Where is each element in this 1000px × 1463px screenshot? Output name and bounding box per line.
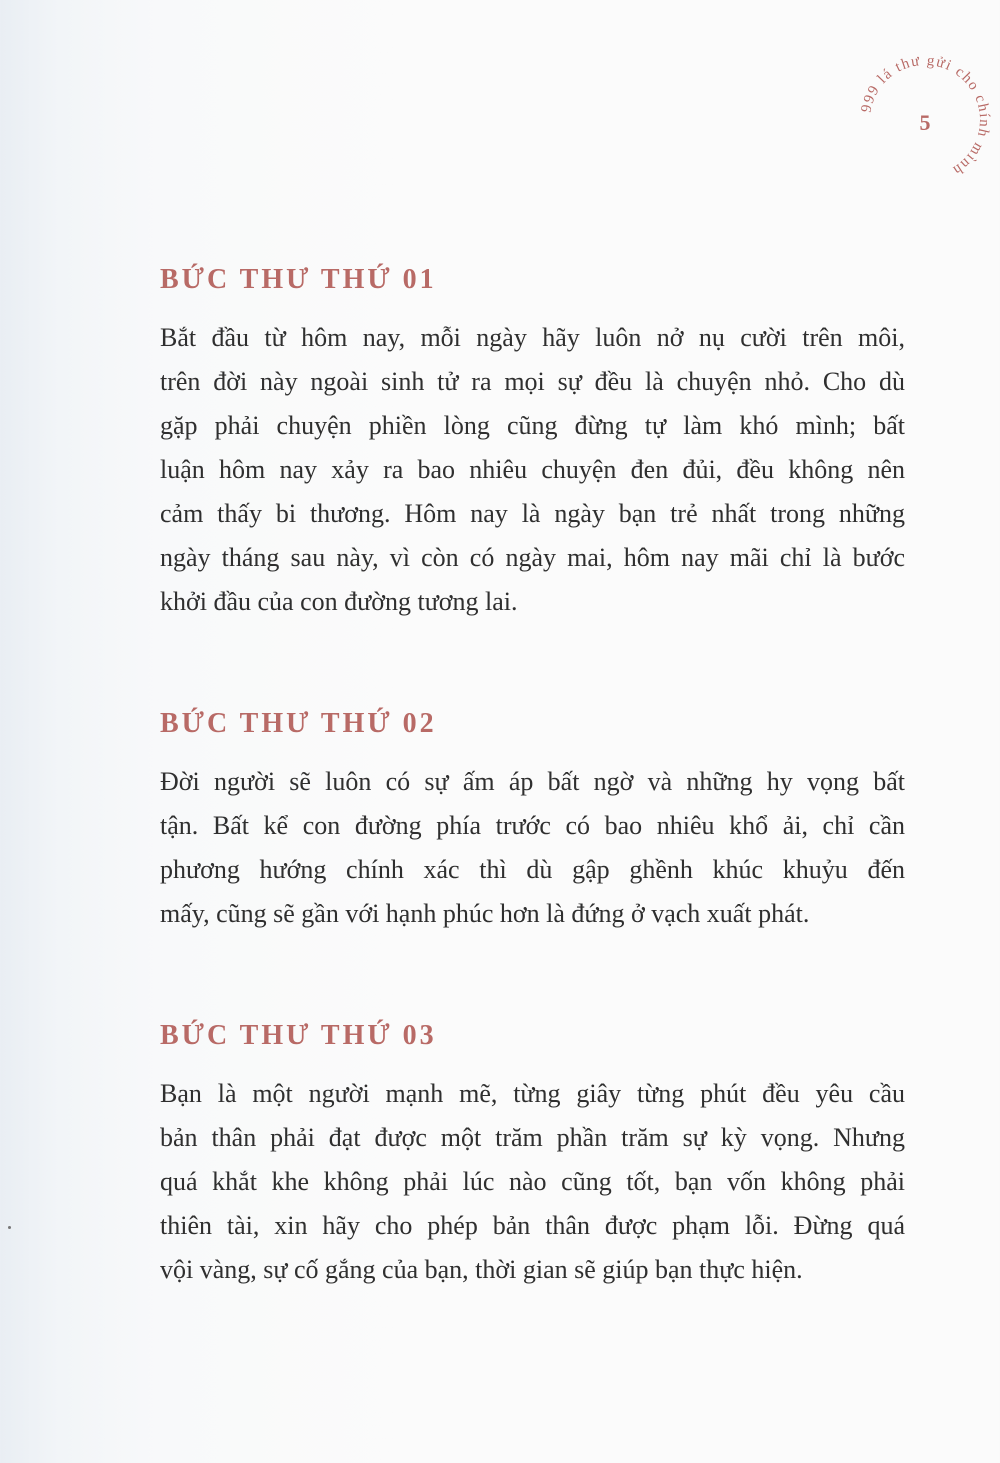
page-number: 5 <box>919 110 931 135</box>
letter-01 <box>160 266 905 624</box>
letter-body <box>160 1072 905 1292</box>
body-line: phương hướng chính xác thì dù gập ghềnh khúc khuỷu đến <box>160 855 905 884</box>
letter-02 <box>160 710 905 936</box>
body-line: Bạn là một người mạnh mẽ, từng giây từng phút đều yêu cầu <box>160 1079 905 1108</box>
body-line: thiên tài, xin hãy cho phép bản thân được phạm lỗi. Đừng quá <box>160 1211 905 1240</box>
body-line: gặp phải chuyện phiền lòng cũng đừng tự làm khó mình; bất <box>160 411 905 440</box>
body-line: vội vàng, sự cố gắng của bạn, thời gian sẽ giúp bạn thực hiện. <box>160 1255 803 1284</box>
letter-body <box>160 316 905 624</box>
letter-title: BỨC THƯ THỨ 01 <box>160 264 437 295</box>
letter-body <box>160 760 905 936</box>
page-number-seal <box>845 40 1000 200</box>
body-line: luận hôm nay xảy ra bao nhiêu chuyện đen đủi, đều không nên <box>160 455 905 484</box>
margin-speck <box>8 1226 11 1229</box>
body-line: khởi đầu của con đường tương lai. <box>160 587 518 616</box>
body-line: tận. Bất kể con đường phía trước có bao nhiêu khổ ải, chỉ cần <box>160 811 905 840</box>
body-line: cảm thấy bi thương. Hôm nay là ngày bạn trẻ nhất trong những <box>160 499 905 528</box>
letter-03 <box>160 1022 905 1292</box>
body-line: trên đời này ngoài sinh tử ra mọi sự đều là chuyện nhỏ. Cho dù <box>160 367 905 396</box>
running-title-text: 999 lá thư gửi cho chính mình <box>858 52 993 179</box>
body-line: Đời người sẽ luôn có sự ấm áp bất ngờ và những hy vọng bất <box>160 767 905 796</box>
body-line: ngày tháng sau này, vì còn có ngày mai, hôm nay mãi chỉ là bước <box>160 543 905 572</box>
running-title-circle <box>845 40 1000 200</box>
letter-title: BỨC THƯ THỨ 03 <box>160 1020 437 1051</box>
letter-title: BỨC THƯ THỨ 02 <box>160 708 437 739</box>
body-line: Bắt đầu từ hôm nay, mỗi ngày hãy luôn nở nụ cười trên môi, <box>160 323 905 352</box>
body-line: bản thân phải đạt được một trăm phần trăm sự kỳ vọng. Nhưng <box>160 1123 905 1152</box>
body-line: quá khắt khe không phải lúc nào cũng tốt, bạn vốn không phải <box>160 1167 905 1196</box>
body-line: mấy, cũng sẽ gần với hạnh phúc hơn là đứng ở vạch xuất phát. <box>160 899 810 928</box>
